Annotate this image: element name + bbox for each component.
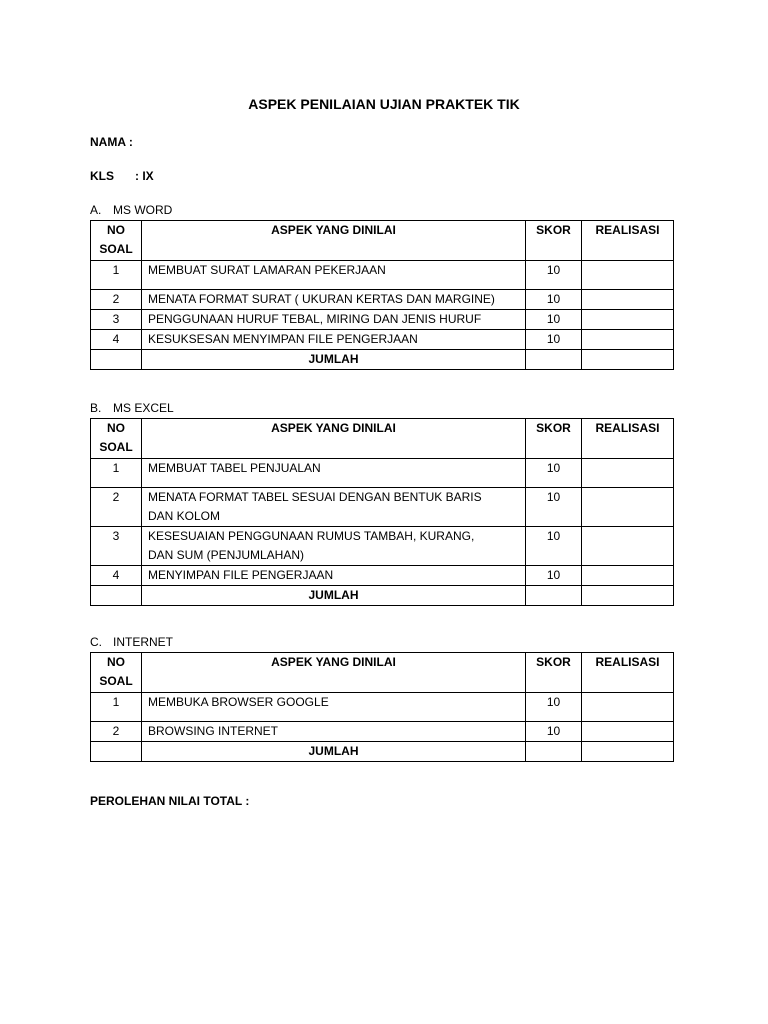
row-aspek: MEMBUAT TABEL PENJUALAN [142, 459, 526, 488]
header-no: NO SOAL [91, 653, 142, 693]
row-realisasi [582, 722, 674, 742]
section-word-letter: A. [90, 203, 102, 217]
jumlah-realisasi-cell [582, 350, 674, 370]
jumlah-realisasi-cell [582, 586, 674, 606]
row-no: 2 [91, 488, 142, 527]
section-excel-letter: B. [90, 401, 102, 415]
header-aspek: ASPEK YANG DINILAI [142, 653, 526, 693]
table-row [91, 527, 674, 566]
word-table [90, 220, 674, 370]
row-no: 2 [91, 290, 142, 310]
row-realisasi [582, 330, 674, 350]
row-skor: 10 [526, 330, 582, 350]
header-realisasi: REALISASI [582, 653, 674, 693]
row-realisasi [582, 290, 674, 310]
jumlah-realisasi-cell [582, 742, 674, 762]
row-aspek: MENATA FORMAT TABEL SESUAI DENGAN BENTUK BARIS DAN KOLOM [142, 488, 526, 527]
row-skor: 10 [526, 459, 582, 488]
table-row [91, 459, 674, 488]
header-skor: SKOR [526, 653, 582, 693]
table-row [91, 330, 674, 350]
jumlah-skor-cell [526, 586, 582, 606]
row-aspek: MEMBUKA BROWSER GOOGLE [142, 693, 526, 722]
row-no: 2 [91, 722, 142, 742]
header-no: NO SOAL [91, 221, 142, 261]
table-row [91, 693, 674, 722]
row-aspek: MEMBUAT SURAT LAMARAN PEKERJAAN [142, 261, 526, 290]
jumlah-label: JUMLAH [142, 586, 526, 606]
table-header-row [91, 221, 674, 261]
row-realisasi [582, 488, 674, 527]
row-no: 3 [91, 310, 142, 330]
row-no: 1 [91, 693, 142, 722]
header-skor: SKOR [526, 419, 582, 459]
section-word-title: MS WORD [113, 203, 173, 217]
row-realisasi [582, 566, 674, 586]
jumlah-row [91, 350, 674, 370]
jumlah-empty-cell [91, 586, 142, 606]
jumlah-skor-cell [526, 350, 582, 370]
jumlah-label: JUMLAH [142, 350, 526, 370]
header-no: NO SOAL [91, 419, 142, 459]
row-skor: 10 [526, 722, 582, 742]
row-skor: 10 [526, 693, 582, 722]
row-no: 3 [91, 527, 142, 566]
section-internet-title: INTERNET [113, 635, 173, 649]
nama-label: NAMA : [90, 135, 133, 149]
jumlah-skor-cell [526, 742, 582, 762]
row-realisasi [582, 261, 674, 290]
row-aspek: MENATA FORMAT SURAT ( UKURAN KERTAS DAN MARGINE) [142, 290, 526, 310]
table-row [91, 310, 674, 330]
table-header-row [91, 419, 674, 459]
internet-table [90, 652, 674, 762]
kls-value: : IX [135, 169, 154, 183]
row-realisasi [582, 459, 674, 488]
row-realisasi [582, 310, 674, 330]
total-label: PEROLEHAN NILAI TOTAL : [90, 794, 250, 808]
table-row [91, 566, 674, 586]
row-aspek: PENGGUNAAN HURUF TEBAL, MIRING DAN JENIS HURUF [142, 310, 526, 330]
table-row [91, 488, 674, 527]
header-aspek: ASPEK YANG DINILAI [142, 419, 526, 459]
table-row [91, 722, 674, 742]
row-skor: 10 [526, 310, 582, 330]
header-realisasi: REALISASI [582, 419, 674, 459]
row-realisasi [582, 527, 674, 566]
row-realisasi [582, 693, 674, 722]
section-excel-title: MS EXCEL [113, 401, 174, 415]
row-no: 1 [91, 459, 142, 488]
jumlah-row [91, 742, 674, 762]
row-no: 1 [91, 261, 142, 290]
row-skor: 10 [526, 261, 582, 290]
row-skor: 10 [526, 290, 582, 310]
row-skor: 10 [526, 488, 582, 527]
table-row [91, 290, 674, 310]
table-header-row [91, 653, 674, 693]
section-internet-letter: C. [90, 635, 102, 649]
row-aspek: KESUKSESAN MENYIMPAN FILE PENGERJAAN [142, 330, 526, 350]
row-skor: 10 [526, 527, 582, 566]
table-row [91, 261, 674, 290]
header-skor: SKOR [526, 221, 582, 261]
excel-table [90, 418, 674, 606]
row-aspek: MENYIMPAN FILE PENGERJAAN [142, 566, 526, 586]
page-title: ASPEK PENILAIAN UJIAN PRAKTEK TIK [248, 96, 520, 112]
kls-label: KLS [90, 169, 114, 183]
row-aspek: BROWSING INTERNET [142, 722, 526, 742]
jumlah-empty-cell [91, 742, 142, 762]
jumlah-row [91, 586, 674, 606]
header-realisasi: REALISASI [582, 221, 674, 261]
header-aspek: ASPEK YANG DINILAI [142, 221, 526, 261]
row-no: 4 [91, 330, 142, 350]
jumlah-label: JUMLAH [142, 742, 526, 762]
row-skor: 10 [526, 566, 582, 586]
jumlah-empty-cell [91, 350, 142, 370]
row-no: 4 [91, 566, 142, 586]
row-aspek: KESESUAIAN PENGGUNAAN RUMUS TAMBAH, KURANG, DAN SUM (PENJUMLAHAN) [142, 527, 526, 566]
